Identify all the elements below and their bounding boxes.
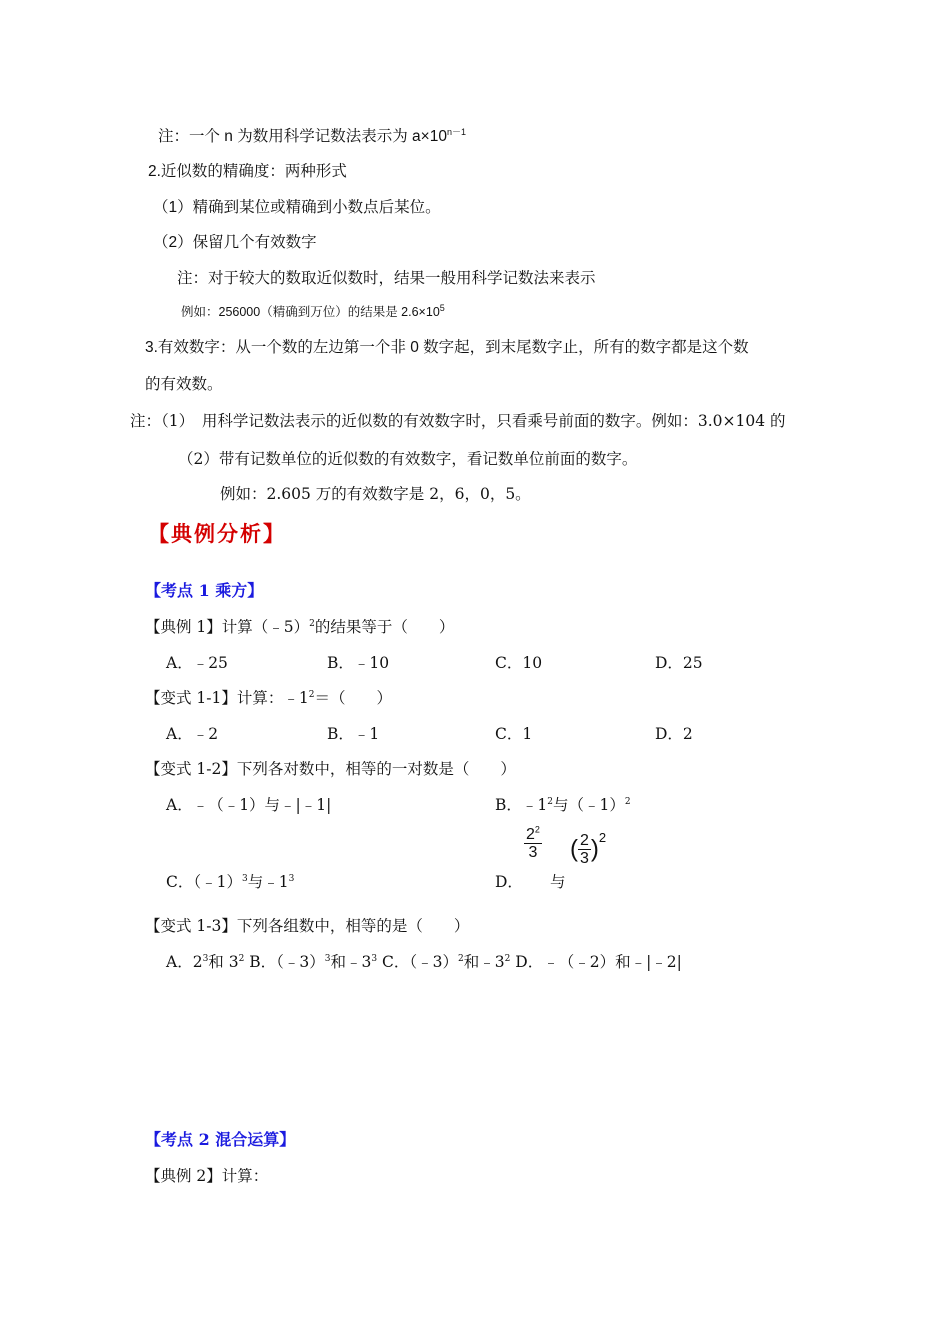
option-exponent-1: 2	[547, 796, 553, 807]
opt-exp: 2	[238, 953, 245, 964]
note-precision-item-2: （2）保留几个有效数字	[153, 234, 317, 251]
note-text: 注：一个 n 为数用科学记数法表示为 a×10	[158, 128, 447, 145]
frac-exponent: 2	[534, 824, 540, 835]
kaodian-2-heading: 【考点 2 混合运算】	[145, 1130, 296, 1149]
opt-text: A．2	[166, 953, 203, 971]
option-exponent-1: 3	[241, 873, 248, 884]
note-sig-fig-rule-2: （2）带有记数单位的近似数的有效数字，看记数单位前面的数字。	[178, 450, 638, 468]
variant-1-1-option-d: D．2	[655, 725, 693, 743]
example-1-option-a: A．﹣25	[166, 654, 228, 672]
frac-numerator: 2	[580, 832, 589, 849]
note-large-number: 注：对于较大的数取近似数时，结果一般用科学记数法来表示	[177, 270, 596, 287]
option-exponent-2: 2	[624, 796, 631, 807]
variant-1-1-option-b: B．﹣1	[327, 725, 380, 743]
opt-exp: 2	[504, 953, 511, 964]
kaodian-1-heading: 【考点 1 乘方】	[145, 581, 264, 600]
note-significant-figures-cont: 的有效数。	[145, 376, 223, 393]
frac-numerator: 2	[526, 826, 535, 843]
opt-text: 和﹣3	[463, 953, 505, 971]
fraction-2-squared-over-3	[524, 826, 542, 861]
section-title: 【典例分析】	[148, 521, 286, 546]
variant-1-2-option-c	[166, 872, 294, 892]
opt-text: C．（﹣3）	[377, 953, 459, 971]
opt-text: B．（﹣3）	[244, 953, 325, 971]
variant-1-2-option-d-and: 与	[550, 873, 566, 891]
example-text: 例如：256000（精确到万位）的结果是 2.6×10	[181, 305, 440, 319]
opt-text: 和 3	[208, 953, 239, 971]
example-1-stem	[145, 617, 454, 637]
example-2-stem: 【典例 2】计算：	[145, 1167, 269, 1185]
variant-1-1-stem	[145, 688, 392, 708]
option-text-b: 与﹣1	[247, 873, 289, 891]
variant-1-1-option-a: A．﹣2	[166, 725, 219, 743]
opt-exp: 3	[371, 953, 378, 964]
note-precision-item-1: （1）精确到某位或精确到小数点后某位。	[153, 199, 441, 216]
note-exponent: n－1	[446, 126, 466, 137]
stem-text-a: 【典例 1】计算（﹣5）	[145, 618, 310, 636]
opt-exp: 2	[458, 953, 464, 964]
stem-exponent: 2	[308, 689, 315, 700]
opt-exp: 3	[324, 953, 331, 964]
stem-exponent: 2	[309, 618, 315, 629]
variant-1-2-option-b	[495, 795, 631, 815]
note-sig-fig-rule-1: 注：（1） 用科学记数法表示的近似数的有效数字时，只看乘号前面的数字。例如：3.0×104 的	[130, 412, 786, 430]
example-1-option-b: B．﹣10	[327, 654, 390, 672]
option-text-b: 与（﹣1）	[553, 796, 625, 814]
stem-text-a: 【变式 1-1】计算：﹣1	[145, 689, 309, 707]
variant-1-2-option-a: A．﹣（﹣1）与﹣|﹣1|	[166, 796, 332, 814]
option-exponent-2: 3	[288, 873, 295, 884]
example-1-option-d: D．25	[655, 654, 703, 672]
example-1-option-c: C．10	[495, 654, 543, 672]
frac-exponent: 2	[598, 830, 607, 845]
note-precision-heading: 2.近似数的精确度：两种形式	[148, 163, 347, 180]
opt-exp: 3	[202, 953, 209, 964]
variant-1-2-stem: 【变式 1-2】下列各对数中，相等的一对数是（ ）	[145, 760, 516, 778]
stem-text-b: 的结果等于（ ）	[314, 618, 455, 636]
frac-denominator: 3	[528, 844, 538, 861]
opt-text: D．﹣（﹣2）和﹣|﹣2|	[510, 953, 682, 971]
option-text-a: C．（﹣1）	[166, 873, 242, 891]
fraction-2-over-3-squared	[570, 832, 606, 867]
frac-denominator: 3	[580, 850, 589, 867]
note-scientific-notation	[158, 127, 466, 147]
variant-1-1-option-c: C．1	[495, 725, 533, 743]
variant-1-2-option-d-label: D．	[495, 873, 523, 891]
open-paren: (	[570, 835, 578, 863]
stem-text-b: ＝（ ）	[314, 689, 392, 707]
note-significant-figures: 3.有效数字：从一个数的左边第一个非 0 数字起，到末尾数字止，所有的数字都是这个数	[145, 339, 749, 356]
note-example-256000	[181, 302, 445, 322]
opt-text: 和﹣3	[330, 953, 372, 971]
variant-1-3-options	[166, 952, 682, 972]
close-paren: )	[590, 835, 599, 863]
variant-1-3-stem: 【变式 1-3】下列各组数中，相等的是（ ）	[145, 917, 470, 935]
note-sig-fig-example: 例如：2.605 万的有效数字是 2，6，0，5。	[220, 485, 531, 503]
option-text-a: B．﹣1	[495, 796, 548, 814]
example-exponent: 5	[439, 302, 445, 313]
